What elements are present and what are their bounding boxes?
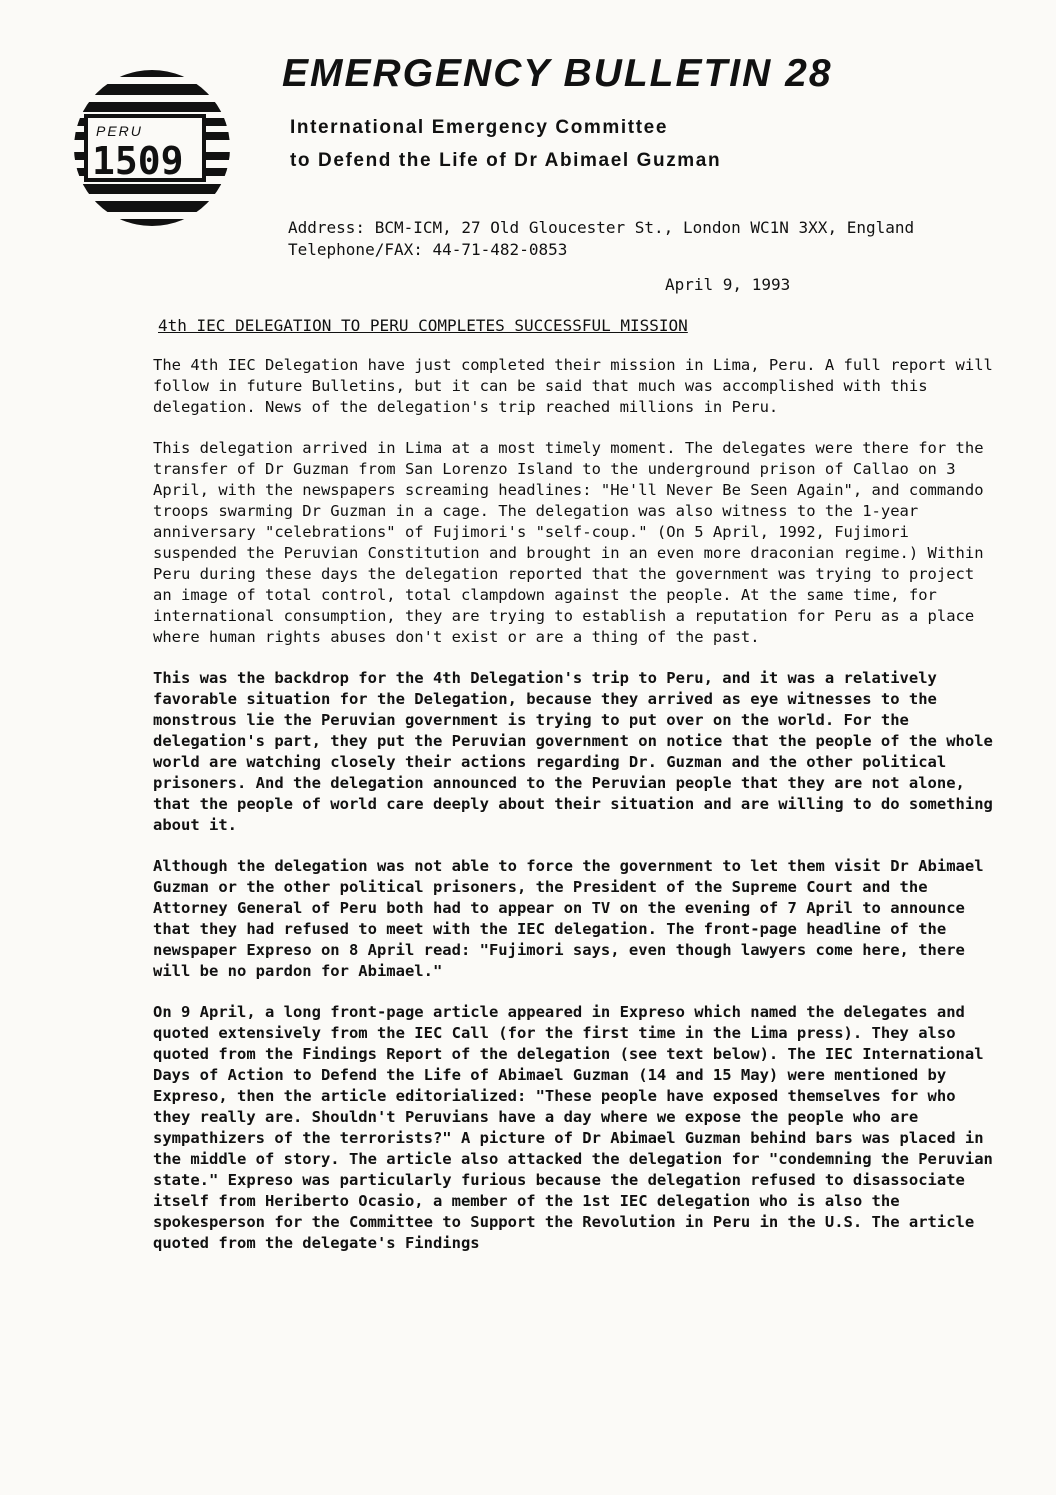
logo — [62, 48, 242, 248]
bulletin-date: April 9, 1993 — [665, 275, 791, 294]
committee-name: International Emergency Committee — [290, 117, 668, 138]
committee-purpose: to Defend the Life of Dr Abimael Guzman — [290, 150, 722, 171]
article-body — [153, 355, 998, 1274]
paragraph: This delegation arrived in Lima at a most timely moment. The delegates were there for the transfer of Dr Guzman from San Lorenzo Island to the underground prison of Callao on 3 April, with the newspapers screaming headlines: "He'll Never Be Seen Again", and commando troops swarming Dr Guzman in a cage. The delegation was also witness to the 1-year anniversary "celebrations" of Fujimori's "self-coup." (On 5 April, 1992, Fujimori suspended the Peruvian Constitution and brought in an even more draconian regime.) Within Peru during these days the delegation reported that the government was trying to project an image of total control, total clampdown against the people. At the same time, for international consumption, they are trying to establish a reputation for Peru as a place where human rights abuses don't exist or are a thing of the past. — [153, 439, 984, 646]
telephone: Telephone/FAX: 44-71-482-0853 — [288, 240, 568, 259]
paragraph: On 9 April, a long front-page article appeared in Expreso which named the delegates and quoted extensively from the IEC Call (for the first time in the Lima press). They also quoted from the Findings Report of the delegation (see text below). The IEC International Days of Action to Defend the Life of Abimael Guzman (14 and 15 May) were mentioned by Expreso, then the article editorialized: "These people have exposed themselves for who they really are. Shouldn't Peruvians have a day where we expose the people who are sympathizers of the terrorists?" A picture of Dr Abimael Guzman behind bars was placed in the middle of story. The article also attacked the delegation for "condemning the Peruvian state." Expreso was particularly furious because the delegation refused to disassociate itself from Heriberto Ocasio, a member of the 1st IEC delegation who is also the spokesperson for the Committee to Support the Revolution in Peru in the U.S. The article quoted from the delegate's Findings — [153, 1003, 993, 1252]
logo-number: 1509 — [92, 139, 184, 183]
address: Address: BCM-ICM, 27 Old Gloucester St., London WC1N 3XX, England — [288, 218, 915, 237]
bulletin-title: EMERGENCY BULLETIN 28 — [282, 52, 833, 95]
article-headline: 4th IEC DELEGATION TO PERU COMPLETES SUCCESSFUL MISSION — [158, 316, 688, 335]
paragraph: Although the delegation was not able to force the government to let them visit Dr Abimael Guzman or the other political prisoners, the President of the Supreme Court and the Attorney General of Peru both had to appear on TV on the evening of 7 April to announce that they had refused to meet with the IEC delegation. The front-page headline of the newspaper Expreso on 8 April read: "Fujimori says, even though lawyers come here, there will be no pardon for Abimael." — [153, 857, 984, 980]
paragraph: The 4th IEC Delegation have just completed their mission in Lima, Peru. A full report will follow in future Bulletins, but it can be said that much was accomplished with this delegation. News of the delegation's trip reached millions in Peru. — [153, 356, 993, 416]
logo-country: PERU — [96, 123, 143, 139]
paragraph: This was the backdrop for the 4th Delegation's trip to Peru, and it was a relatively favorable situation for the Delegation, because they arrived as eye witnesses to the monstrous lie the Peruvian government is trying to put over on the world. For the delegation's part, they put the Peruvian government on notice that the people of the whole world are watching closely their actions regarding Dr. Guzman and the other political prisoners. And the delegation announced to the Peruvian people that they are not alone, that the people of world care deeply about their situation and are willing to do something about it. — [153, 669, 993, 834]
